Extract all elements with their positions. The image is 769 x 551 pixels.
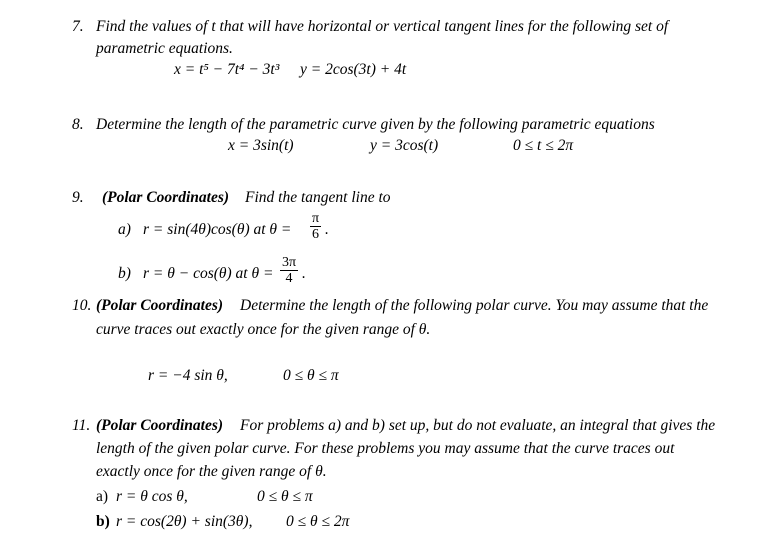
problem-8-equation-x: x = 3sin(t) xyxy=(228,137,294,154)
problem-9a-denominator: 6 xyxy=(312,227,320,242)
problem-9a-period: . xyxy=(325,221,329,238)
problem-11b-equation: r = cos(2θ) + sin(3θ), xyxy=(116,513,253,530)
problem-9b-fraction xyxy=(280,256,298,286)
problem-11-heading: (Polar Coordinates) xyxy=(96,417,224,434)
problem-7-text-cont: parametric equations. xyxy=(96,40,233,57)
problem-7-number: 7. xyxy=(72,18,84,35)
problem-9b-equation: r = θ − cos(θ) at θ = xyxy=(143,265,274,282)
problem-8-equation-y: y = 3cos(t) xyxy=(370,137,439,154)
problem-11b-label: b) xyxy=(96,513,110,530)
problem-11a-label: a) xyxy=(96,488,109,505)
problem-9-text: Find the tangent line to xyxy=(245,189,391,206)
problem-11-number: 11. xyxy=(72,417,91,434)
problem-11-text-cont: length of the given polar curve. For these problems you may assume that the curve traces out xyxy=(96,440,675,457)
problem-11a-range: 0 ≤ θ ≤ π xyxy=(257,488,313,505)
problem-9a-equation: r = sin(4θ)cos(θ) at θ = xyxy=(143,221,292,238)
problem-8-range: 0 ≤ t ≤ 2π xyxy=(513,137,574,154)
problem-9b-period: . xyxy=(302,265,306,282)
problem-9a-label: a) xyxy=(118,221,131,238)
problem-9-heading: (Polar Coordinates) xyxy=(102,189,230,206)
problem-11a-equation: r = θ cos θ, xyxy=(116,488,188,505)
problem-9-number: 9. xyxy=(72,189,84,206)
problem-10-equation: r = −4 sin θ, xyxy=(148,367,228,384)
problem-7-equation-y: y = 2cos(3t) + 4t xyxy=(300,61,407,78)
problem-8-number: 8. xyxy=(72,116,84,133)
problem-10-range: 0 ≤ θ ≤ π xyxy=(283,367,339,384)
problem-10-number: 10. xyxy=(72,297,92,314)
problem-10-text: Determine the length of the following polar curve. You may assume that the xyxy=(240,297,709,314)
problem-9b-label: b) xyxy=(118,265,131,282)
problem-7-equation-x: x = t⁵ − 7t⁴ − 3t³ xyxy=(174,61,280,78)
problem-9b-numerator: 3π xyxy=(282,255,297,270)
problem-10-heading: (Polar Coordinates) xyxy=(96,297,224,314)
problem-11-text: For problems a) and b) set up, but do not evaluate, an integral that gives the xyxy=(240,417,716,434)
problem-11-text-cont-2: exactly once for the given range of θ. xyxy=(96,463,327,480)
problem-7-text: Find the values of t that will have horizontal or vertical tangent lines for the following set of xyxy=(96,18,669,35)
problem-10-text-cont: curve traces out exactly once for the given range of θ. xyxy=(96,321,431,338)
problem-9a-fraction xyxy=(310,212,321,242)
problem-9b-denominator: 4 xyxy=(285,271,293,286)
problem-8-text: Determine the length of the parametric curve given by the following parametric equations xyxy=(96,116,655,133)
problem-11b-range: 0 ≤ θ ≤ 2π xyxy=(286,513,350,530)
problem-9a-numerator: π xyxy=(312,211,320,226)
